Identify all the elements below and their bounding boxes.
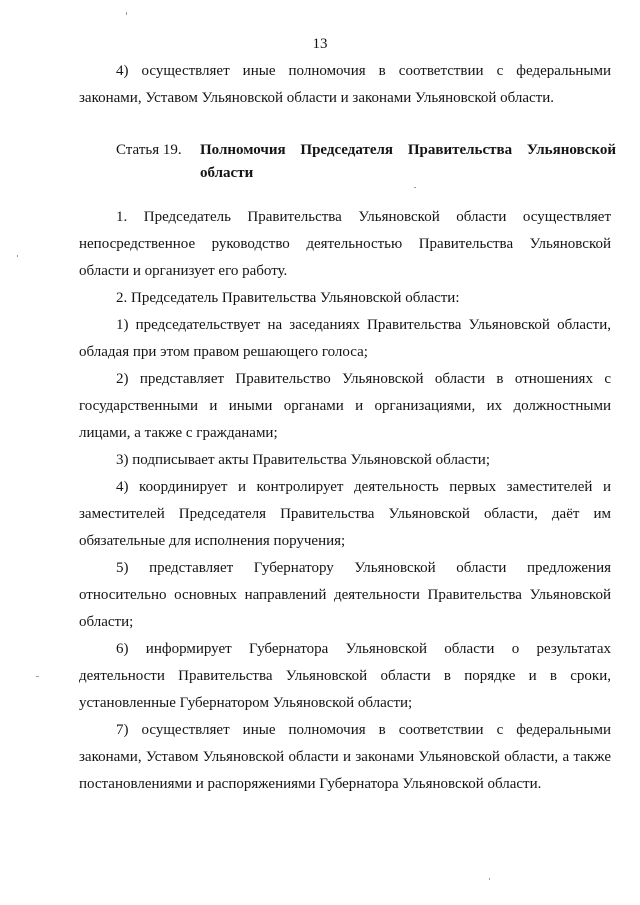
list-item-6: 6) информирует Губернатора Ульяновской области о результатах деятельности Правительства Ульяновской области в порядке и в сроки, установленные Губернатором Ульяновской области;: [79, 641, 611, 711]
article-label: Статья 19.: [116, 142, 182, 158]
list-item-7: 7) осуществляет иные полномочия в соответствии с федеральными законами, Уставом Ульяновской области и законами Ульяновской области, а также постановлениями и распоряжениями Губернатора Ульяновской области.: [79, 722, 611, 792]
article-title: Полномочия Председателя Правительства Ульяновской области: [200, 142, 616, 181]
paragraph-2: 2. Председатель Правительства Ульяновской области:: [116, 290, 460, 306]
list-item-5: 5) представляет Губернатору Ульяновской области предложения относительно основных направлений деятельности Правительства Ульяновской области;: [79, 560, 611, 630]
scan-speck: [126, 12, 127, 15]
continuation-paragraph: 4) осуществляет иные полномочия в соответствии с федеральными законами, Уставом Ульяновской области и законами Ульяновской области.: [79, 63, 611, 106]
list-item-3: 3) подписывает акты Правительства Ульяновской области;: [116, 452, 490, 468]
scan-speck: [489, 878, 490, 880]
scan-speck: [36, 676, 39, 677]
page-number: 13: [312, 36, 328, 52]
list-item-2: 2) представляет Правительство Ульяновской области в отношениях с государственными и иными органами и организациями, их должностными лицами, а также с гражданами;: [79, 371, 611, 441]
scan-speck: [17, 255, 18, 257]
paragraph-1: 1. Председатель Правительства Ульяновской области осуществляет непосредственное руководство деятельностью Правительства Ульяновской области и организует его работу.: [79, 209, 611, 279]
scan-speck: [414, 187, 416, 188]
list-item-1: 1) председательствует на заседаниях Правительства Ульяновской области, обладая при этом правом решающего голоса;: [79, 317, 611, 360]
list-item-4: 4) координирует и контролирует деятельность первых заместителей и заместителей Председателя Правительства Ульяновской области, даёт им обязательные для исполнения поручения;: [79, 479, 611, 549]
